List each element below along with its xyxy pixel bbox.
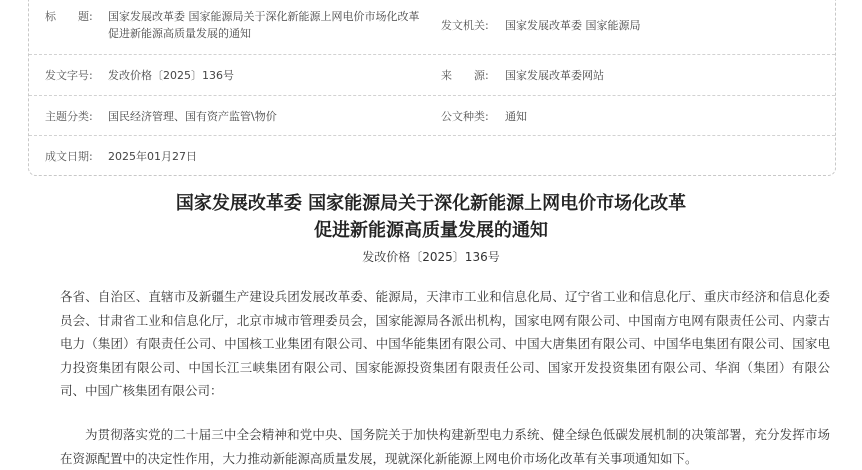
source-label: 来 源: [441, 69, 489, 82]
title-value [108, 8, 438, 42]
issuer-label: 发文机关: [441, 19, 489, 32]
doc-type-value: 通知 [505, 110, 527, 123]
doc-no-value: 发改价格〔2025〕136号 [108, 69, 234, 82]
title-value-line1: 国家发展改革委 国家能源局关于深化新能源上网电价市场化改革 [108, 10, 420, 23]
doc-no-label: 发文字号: [45, 69, 93, 82]
document-metadata-panel [28, 0, 836, 176]
row-divider [29, 135, 835, 136]
body-paragraph: 为贯彻落实党的二十届三中全会精神和党中央、国务院关于加快构建新型电力系统、健全绿色低碳发展机制的决策部署，充分发挥市场在资源配置中的决定性作用，大力推动新能源高质量发展，现就深化新能源上网电价市场化改革有关事项通知如下。 [60, 427, 830, 466]
title-label: 标 题: [45, 10, 93, 23]
source-value: 国家发展改革委网站 [505, 69, 604, 82]
date-label: 成文日期: [45, 150, 93, 163]
recipients-paragraph: 各省、自治区、直辖市及新疆生产建设兵团发展改革委、能源局，天津市工业和信息化局、辽宁省工业和信息化厅、重庆市经济和信息化委员会、甘肃省工业和信息化厅，北京市城市管理委员会，国家能源局各派出机构，国家电网有限公司、中国南方电网有限责任公司、内蒙古电力（集团）有限责任公司、中国核工业集团有限公司、中国华能集团有限公司、中国大唐集团有限公司、中国华电集团有限公司、国家电力投资集团有限公司、中国长江三峡集团有限公司、国家能源投资集团有限责任公司、国家开发投资集团有限公司、华润（集团）有限公司、中国广核集团有限公司： [60, 289, 830, 398]
issuer-value: 国家发展改革委 国家能源局 [505, 19, 641, 32]
title-value-line2: 促进新能源高质量发展的通知 [108, 27, 251, 40]
doc-type-label: 公文种类: [441, 110, 489, 123]
document-title-line1: 国家发展改革委 国家能源局关于深化新能源上网电价市场化改革 [175, 193, 687, 214]
document-title-line2: 促进新能源高质量发展的通知 [314, 220, 548, 241]
category-value: 国民经济管理、国有资产监管\物价 [108, 110, 277, 123]
document-number: 发改价格〔2025〕136号 [362, 250, 500, 264]
date-value: 2025年01月27日 [108, 150, 197, 163]
row-divider [29, 95, 835, 96]
row-divider [29, 54, 835, 55]
category-label: 主题分类: [45, 110, 93, 123]
